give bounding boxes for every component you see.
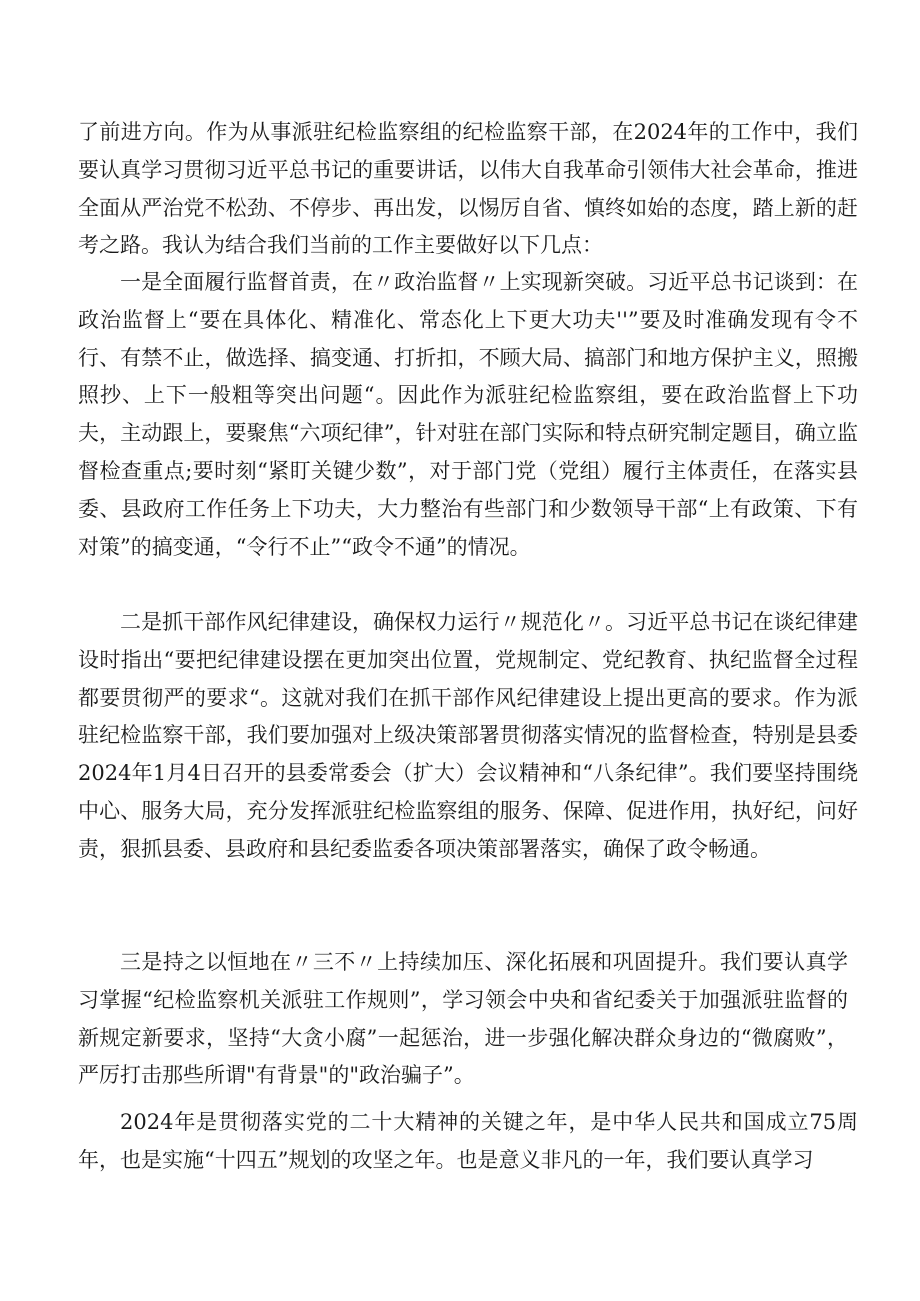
paragraph-conclusion: 2024年是贯彻落实党的二十大精神的关键之年，是中华人民共和国成立75周年，也是实施“十四五”规划的攻坚之年。也是意义非凡的一年，我们要认真学习 xyxy=(78,1110,858,1172)
paragraph-point-one: 一是全面履行监督首责，在〃政治监督〃上实现新突破。习近平总书记谈到：在政治监督上“要在具体化、精准化、常态化上下更大功夫''”要及时准确发现有令不行、有禁不止，做选择、搞变通、打折扣，不顾大局、搞部门和地方保护主义，照搬照抄、上下一般粗等突出问题“。因此作为派驻纪检监察组，要在政治监督上下功夫，主动跟上，要聚焦“六项纪律”，针对驻在部门实际和特点研究制定题目，确立监督检查重点;要时刻“紧盯关键少数”，对于部门党（党组）履行主体责任，在落实县委、县政府工作任务上下功夫，大力整治有些部门和少数领导干部“上有政策、下有对策”的搞变通，“令行不止”“政令不通”的情况。 xyxy=(78,270,858,559)
paragraph-point-three: 三是持之以恒地在〃三不〃上持续加压、深化拓展和巩固提升。我们要认真学习掌握“纪检监察机关派驻工作规则”，学习领会中央和省纪委关于加强派驻监督的新规定新要求，坚持“大贪小腐”一起惩治，进一步强化解决群众身边的“微腐败”，严厉打击那些所谓"有背景"的"政治骗子”。 xyxy=(78,950,848,1088)
paragraph-point-two: 二是抓干部作风纪律建设，确保权力运行〃规范化〃。习近平总书记在谈纪律建设时指出“要把纪律建设摆在更加突出位置，党规制定、党纪教育、执纪监督全过程都要贯彻严的要求“。这就对我们在抓干部作风纪律建设上提出更高的要求。作为派驻纪检监察干部，我们要加强对上级决策部署贯彻落实情况的监督检查，特别是县委2024年1月4日召开的县委常委会（扩大）会议精神和“八条纪律”。我们要坚持围绕中心、服务大局，充分发挥派驻纪检监察组的服务、保障、促进作用，执好纪，问好责，狠抓县委、县政府和县纪委监委各项决策部署落实，确保了政令畅通。 xyxy=(78,610,858,861)
paragraph-intro: 了前进方向。作为从事派驻纪检监察组的纪检监察干部，在2024年的工作中，我们要认真学习贯彻习近平总书记的重要讲话，以伟大自我革命引领伟大社会革命，推进全面从严治党不松劲、不停步、再出发，以惕厉自省、慎终如始的态度，踏上新的赶考之路。我认为结合我们当前的工作主要做好以下几点： xyxy=(78,120,858,258)
